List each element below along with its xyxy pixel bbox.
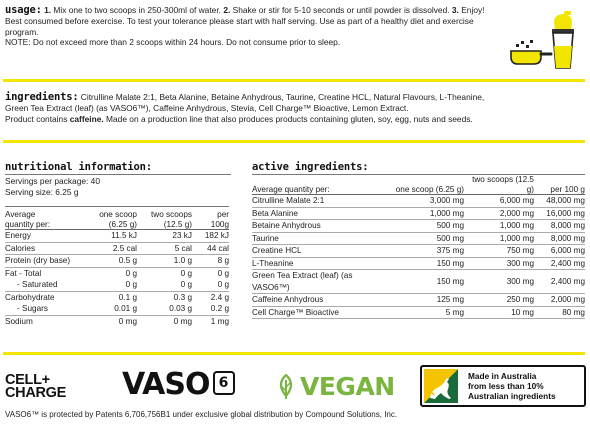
nutrition-heading: nutritional information: bbox=[5, 161, 152, 173]
usage-heading: usage: bbox=[5, 4, 42, 16]
active-ingredients-section bbox=[252, 161, 585, 319]
nutrition-col-label: Average quantity per: bbox=[5, 207, 85, 230]
table-row: Green Tea Extract (leaf) (as VASO6™) 150 mg 300 mg 2,400 mg bbox=[252, 271, 585, 292]
ingredients-list-line-2: Green Tea Extract (leaf) (as VASO6™), Caffeine Anhydrous, Stevia, Cell Charge™ Bioactive, Lemon Extract. bbox=[5, 103, 409, 113]
made-in-australia-badge bbox=[420, 365, 586, 407]
table-row: L-Theanine 150 mg 300 mg 2,400 mg bbox=[252, 258, 585, 268]
table-row: Citrulline Malate 2:1 3,000 mg 6,000 mg 48,000 mg bbox=[252, 196, 585, 205]
kangaroo-triangle-icon bbox=[422, 367, 460, 405]
table-row: Carbohydrate 0.1 g 0.3 g 2.4 g bbox=[5, 292, 229, 302]
usage-step-2-number: 2. bbox=[223, 5, 231, 15]
divider-yellow-3 bbox=[3, 352, 585, 355]
table-row: - Saturated 0 g 0 g 0 g bbox=[5, 279, 229, 291]
table-row: Calories 2.5 cal 5 cal 44 cal bbox=[5, 243, 229, 253]
made-line-2: from less than 10% bbox=[468, 381, 544, 391]
table-row: Taurine 500 mg 1,000 mg 8,000 mg bbox=[252, 233, 585, 243]
allergen-statement: Product contains caffeine. Made on a production line that also produces products containing gluten, soy, egg, nuts and seeds. bbox=[5, 113, 473, 124]
usage-line-2: Best consumed before exercise. To test your tolerance please start with half serving. Use as part of a healthy diet and exercise program. bbox=[5, 16, 474, 37]
cell-charge-line-1: CELL+ bbox=[5, 372, 50, 388]
nutrition-col-per-100g: per 100g bbox=[192, 207, 229, 230]
ingredients-list-line-1: Citrulline Malate 2:1, Beta Alanine, Betaine Anhydrous, Taurine, Creatine HCL, Natural Flavours, L-Theanine, bbox=[78, 92, 485, 102]
shaker-scoop-icon bbox=[508, 10, 586, 70]
table-row: Beta Alanine 1,000 mg 2,000 mg 16,000 mg bbox=[252, 208, 585, 218]
nutrition-section bbox=[5, 161, 231, 327]
usage-step-1-number: 1. bbox=[44, 5, 52, 15]
leaf-icon bbox=[275, 374, 297, 400]
active-header-row bbox=[252, 175, 585, 195]
patent-footer: VASO6™ is protected by Patents 6,706,756B1 under exclusive global distribution by Compound Solutions, Inc. bbox=[5, 410, 398, 419]
table-row: Energy 11.5 kJ 23 kJ 182 kJ bbox=[5, 231, 229, 241]
table-row: Creatine HCL 375 mg 750 mg 6,000 mg bbox=[252, 246, 585, 255]
usage-note: NOTE: Do not exceed more than 2 scoops within 24 hours. Do not consume prior to sleep. bbox=[5, 37, 341, 48]
active-col-label: Average quantity per: bbox=[252, 175, 392, 195]
serving-size: Serving size: 6.25 g bbox=[5, 186, 79, 197]
ingredients-heading: ingredients: bbox=[5, 91, 79, 103]
nutrition-header-row bbox=[5, 207, 229, 230]
table-row: Protein (dry base) 0.5 g 1.0 g 8 g bbox=[5, 256, 229, 266]
vaso6-logo bbox=[122, 367, 235, 402]
divider-yellow-1 bbox=[3, 79, 585, 82]
made-line-3: Australian ingredients bbox=[468, 391, 556, 401]
vaso6-wordmark: VASO bbox=[122, 367, 210, 402]
caffeine-warning: caffeine. bbox=[69, 113, 104, 124]
divider-yellow-2 bbox=[3, 140, 585, 143]
table-row: Cell Charge™ Bioactive 5 mg 10 mg 80 mg bbox=[252, 307, 585, 317]
active-ingredients-table bbox=[252, 174, 585, 319]
active-ingredients-heading: active ingredients: bbox=[252, 161, 369, 173]
nutrition-col-two-scoops: two scoops (12.5 g) bbox=[137, 207, 192, 230]
made-line-1: Made in Australia bbox=[468, 371, 537, 381]
table-row: Betaine Anhydrous 500 mg 1,000 mg 8,000 mg bbox=[252, 221, 585, 230]
active-col-one-scoop: one scoop (6.25 g) bbox=[392, 175, 464, 195]
nutrition-col-one-scoop: one scoop (6.25 g) bbox=[85, 207, 137, 230]
usage-step-2: Shake or stir for 5-10 seconds or until powder is dissolved. bbox=[230, 5, 452, 15]
usage-step-3: Enjoy! bbox=[458, 5, 485, 15]
table-row: Caffeine Anhydrous 125 mg 250 mg 2,000 mg bbox=[252, 295, 585, 304]
table-row: Fat - Total 0 g 0 g 0 g bbox=[5, 268, 229, 278]
servings-per-package: Servings per package: 40 bbox=[5, 176, 100, 186]
usage-section bbox=[5, 4, 505, 48]
cell-charge-line-2: CHARGE bbox=[5, 385, 67, 401]
table-row: Sodium 0 mg 0 mg 1 mg bbox=[5, 316, 229, 326]
usage-step-1: Mix one to two scoops in 250-300ml of water. bbox=[51, 5, 224, 15]
active-col-two-scoops: two scoops (12.5 g) bbox=[464, 175, 534, 195]
vaso6-number-badge: 6 bbox=[213, 371, 235, 395]
table-row: - Sugars 0.01 g 0.03 g 0.2 g bbox=[5, 303, 229, 315]
ingredients-section bbox=[5, 91, 585, 124]
nutrition-table bbox=[5, 206, 229, 327]
active-col-per-100g: per 100 g bbox=[534, 175, 585, 195]
vegan-logo bbox=[275, 372, 395, 401]
vegan-wordmark: VEGAN bbox=[300, 372, 395, 401]
cell-charge-logo bbox=[5, 374, 66, 400]
usage-step-3-number: 3. bbox=[451, 5, 459, 15]
